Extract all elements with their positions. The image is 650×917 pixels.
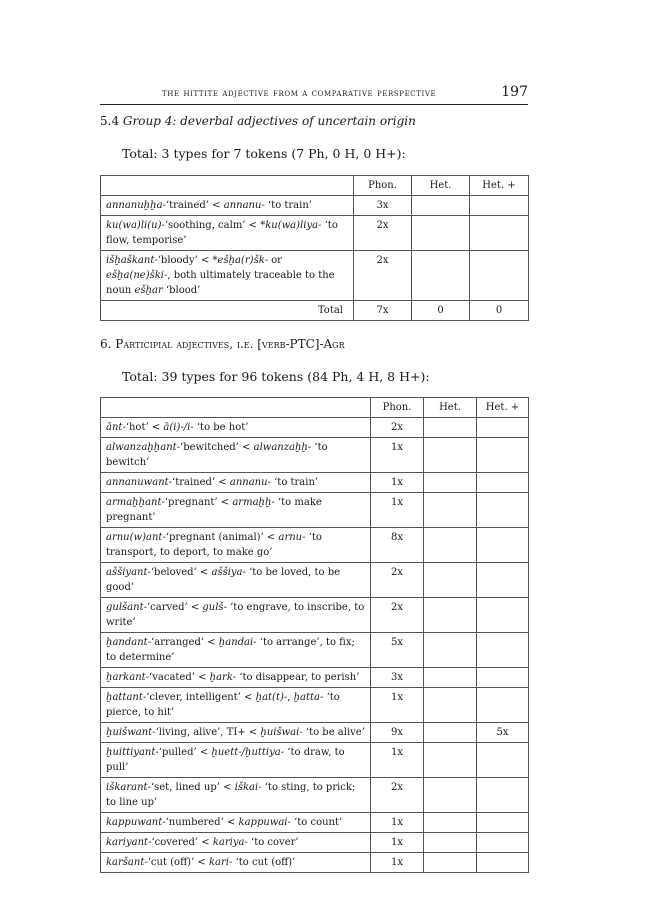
base-gloss: ‘to bewitch’ [106,442,328,468]
base-gloss: ‘to transport, to deport, to make go’ [106,532,322,558]
gloss: ‘bewitched’ < [180,442,254,453]
entry-cell [101,216,354,251]
base-gloss: ‘to engrave, to inscribe, to write’ [106,602,365,628]
table-row [101,778,529,813]
table-row [101,598,529,633]
form: aššiyant- [106,567,151,578]
het-count [424,778,477,813]
entry-cell [101,853,371,873]
hetp-count [477,418,529,438]
base-form: ḫat(t)- [255,692,288,703]
gloss: ‘pregnant (animal)’ < [165,532,279,543]
het-count [424,633,477,668]
phon-count: 1x [371,438,424,473]
gloss: ‘pulled’ < [158,747,212,758]
entry-cell [101,563,371,598]
het-count [424,598,477,633]
gloss: ‘pregnant’ < [164,497,233,508]
het-count [424,438,477,473]
phon-count: 9x [371,723,424,743]
hetp-count [470,251,529,301]
hetp-count [477,743,529,778]
group-4-table [100,175,529,321]
section-number: 5.4 [100,114,120,128]
table-row [101,216,529,251]
entry-cell [101,668,371,688]
het-count [424,563,477,598]
form: ḫarkant- [106,672,150,683]
hetp-count [470,216,529,251]
base-gloss: ‘to pierce, to hit’ [106,692,340,718]
phon-count: 1x [371,813,424,833]
table-row [101,438,529,473]
entry-cell [101,528,371,563]
form: iškarant- [106,782,151,793]
phon-count: 2x [371,418,424,438]
base-gloss: ‘to be loved, to be good’ [106,567,341,593]
base-form: ḫark- [209,672,237,683]
form: gulšant- [106,602,147,613]
table-row [101,833,529,853]
hetp-count [477,833,529,853]
base-gloss: ‘to sting, to prick; to line up’ [106,782,356,808]
gloss: ‘cut (off)’ < [147,857,209,868]
table-row [101,688,529,723]
section-6-heading [100,337,345,351]
gloss: ‘beloved’ < [150,567,212,578]
phon-count: 1x [371,493,424,528]
entry-cell [101,438,371,473]
section-title: Participial adjectives, i.e. [verb-PTC]-Agr [115,337,345,351]
hetp-count [470,196,529,216]
column-header: Het. [424,398,477,418]
base-gloss: or [267,255,282,266]
gloss: ‘arranged’ < [151,637,219,648]
form: annanuḫḫa- [106,200,166,211]
column-header: Phon. [354,176,412,196]
gloss: ‘bloody’ < [157,255,213,266]
form: ānt- [106,422,126,433]
form: ḫattant- [106,692,147,703]
hetp-count [477,598,529,633]
hetp-count [477,528,529,563]
hetp-count [477,633,529,668]
form: ḫuittiyant- [106,747,159,758]
gloss: ‘soothing, calm’ < [164,220,261,231]
het-count [424,668,477,688]
entry-cell [101,493,371,528]
entry-cell [101,778,371,813]
entry-cell [101,196,354,216]
entry-cell [101,473,371,493]
table-row [101,563,529,598]
table-row [101,668,529,688]
het-count [424,493,477,528]
gloss: ‘trained’ < [172,477,230,488]
form: kariyant- [106,837,152,848]
base-form: *ku(wa)liya- [260,220,322,231]
phon-count: 8x [371,528,424,563]
base-form: kari- [209,857,233,868]
section-5-4-heading [100,114,416,128]
phon-count: 1x [371,743,424,778]
section-5-4-totals: Total: 3 types for 7 tokens (7 Ph, 0 H, 0 H+): [122,146,406,161]
het-count [424,743,477,778]
base-gloss: ‘blood’ [162,285,201,296]
entry-cell [101,251,354,301]
phon-count: 1x [371,853,424,873]
base-form: ḫatta- [293,692,324,703]
phon-count: 1x [371,473,424,493]
form: kappuwant- [106,817,166,828]
phon-count: 1x [371,833,424,853]
section-6-totals: Total: 39 types for 96 tokens (84 Ph, 4 H, 8 H+): [122,369,430,384]
section-number: 6. [100,337,112,351]
total-het: 0 [412,301,470,321]
entry-cell [101,743,371,778]
het-count [424,833,477,853]
column-header: Phon. [371,398,424,418]
hetp-count [477,853,529,873]
entry-cell [101,418,371,438]
base-gloss: ‘to count’ [290,817,343,828]
hetp-count [477,668,529,688]
het-count [424,418,477,438]
table-row [101,528,529,563]
column-header: Het. + [477,398,529,418]
form: ku(wa)li(u)- [106,220,165,231]
phon-count: 2x [354,251,412,301]
form: ḫandant- [106,637,152,648]
entry-cell [101,633,371,668]
column-header: Het. [412,176,470,196]
base-form: aššiya- [211,567,246,578]
table-row [101,493,529,528]
base-gloss: ‘to be hot’ [193,422,249,433]
het-count [424,723,477,743]
base-gloss: ‘to flow, temporise’ [106,220,338,246]
base-form: gulš- [202,602,227,613]
phon-count: 5x [371,633,424,668]
form: annanuwant- [106,477,173,488]
gloss: ‘covered’ < [151,837,213,848]
gloss: ‘trained’ < [165,200,224,211]
entry-cell [101,723,371,743]
form: karšant- [106,857,148,868]
hetp-count [477,813,529,833]
base-form: ḫuišwai- [260,727,303,738]
phon-count: 2x [354,216,412,251]
phon-count: 1x [371,688,424,723]
participial-adjectives-table [100,397,529,873]
header-empty-cell [101,176,354,196]
gloss: ‘clever, intelligent’ < [146,692,256,703]
het-count [424,853,477,873]
hetp-count: 5x [477,723,529,743]
phon-count: 2x [371,598,424,633]
base-form: armaḫḫ- [232,497,275,508]
hetp-count [477,438,529,473]
base-form: *ešḫa(r)šk- [212,255,268,266]
base-form: ā(i)-/i- [163,422,194,433]
base-gloss: ‘to train’ [264,200,312,211]
hetp-count [477,778,529,813]
het-count [424,813,477,833]
table-row [101,418,529,438]
entry-cell [101,833,371,853]
entry-cell [101,813,371,833]
table-header-row [101,398,529,418]
column-header: Het. + [470,176,529,196]
gloss: ‘carved’ < [146,602,203,613]
form: išḫaškant- [106,255,158,266]
entry-cell [101,688,371,723]
total-row [101,301,529,321]
base-gloss: ‘to disappear, to perish’ [236,672,360,683]
header-empty-cell [101,398,371,418]
base-gloss: ‘to cover’ [247,837,299,848]
het-count [424,473,477,493]
het-count [412,216,470,251]
total-label: Total [101,301,354,321]
gloss: ‘numbered’ < [165,817,239,828]
total-phon: 7x [354,301,412,321]
gloss: ‘living, alive’, TI+ < [155,727,261,738]
base-form: kariya- [212,837,248,848]
base-gloss: ‘to be alive’ [302,727,365,738]
gloss: ‘set, lined up’ < [150,782,235,793]
table-row [101,633,529,668]
form: armaḫḫant- [106,497,165,508]
het-count [412,196,470,216]
base-form: iškai- [234,782,262,793]
table-header-row [101,176,529,196]
phon-count: 3x [354,196,412,216]
base-form: annanu- [223,200,265,211]
gloss: ‘hot’ < [125,422,164,433]
base-gloss: ‘to draw, to pull’ [106,747,345,773]
page-number: 197 [501,84,528,100]
phon-count: 3x [371,668,424,688]
base-form: ešḫar [134,285,163,296]
table-row [101,723,529,743]
base-gloss: ‘to make pregnant’ [106,497,322,523]
gloss: ‘vacated’ < [149,672,210,683]
running-title: the hittite adjective from a comparative perspective [162,88,437,99]
section-title: Group 4: deverbal adjectives of uncertain origin [122,114,416,128]
table-row [101,473,529,493]
base-gloss: , [287,692,294,703]
base-gloss: ‘to cut (off)’ [232,857,296,868]
base-form: annanu- [229,477,271,488]
phon-count: 2x [371,778,424,813]
form: alwanzaḫḫant- [106,442,181,453]
base-gloss: , both ultimately traceable to the noun [106,270,335,296]
phon-count: 2x [371,563,424,598]
table-row [101,196,529,216]
form: arnu(w)ant- [106,532,166,543]
het-count [424,528,477,563]
hetp-count [477,688,529,723]
base-form: ḫuett-/ḫuttiya- [211,747,285,758]
running-header [100,86,528,105]
het-count [424,688,477,723]
hetp-count [477,493,529,528]
entry-cell [101,598,371,633]
base-form: ḫandai- [218,637,257,648]
het-count [412,251,470,301]
base-gloss: ‘to arrange’, to fix; to determine’ [106,637,355,663]
table-row [101,813,529,833]
table-row [101,251,529,301]
form: ḫuišwant- [106,727,156,738]
base-form: alwanzaḫḫ- [253,442,312,453]
table-row [101,853,529,873]
hetp-count [477,563,529,598]
base-form: arnu- [278,532,306,543]
base-form: ešḫa(ne)ški- [106,270,168,281]
hetp-count [477,473,529,493]
total-hetp: 0 [470,301,529,321]
base-form: kappuwai- [238,817,291,828]
base-gloss: ‘to train’ [270,477,319,488]
table-row [101,743,529,778]
